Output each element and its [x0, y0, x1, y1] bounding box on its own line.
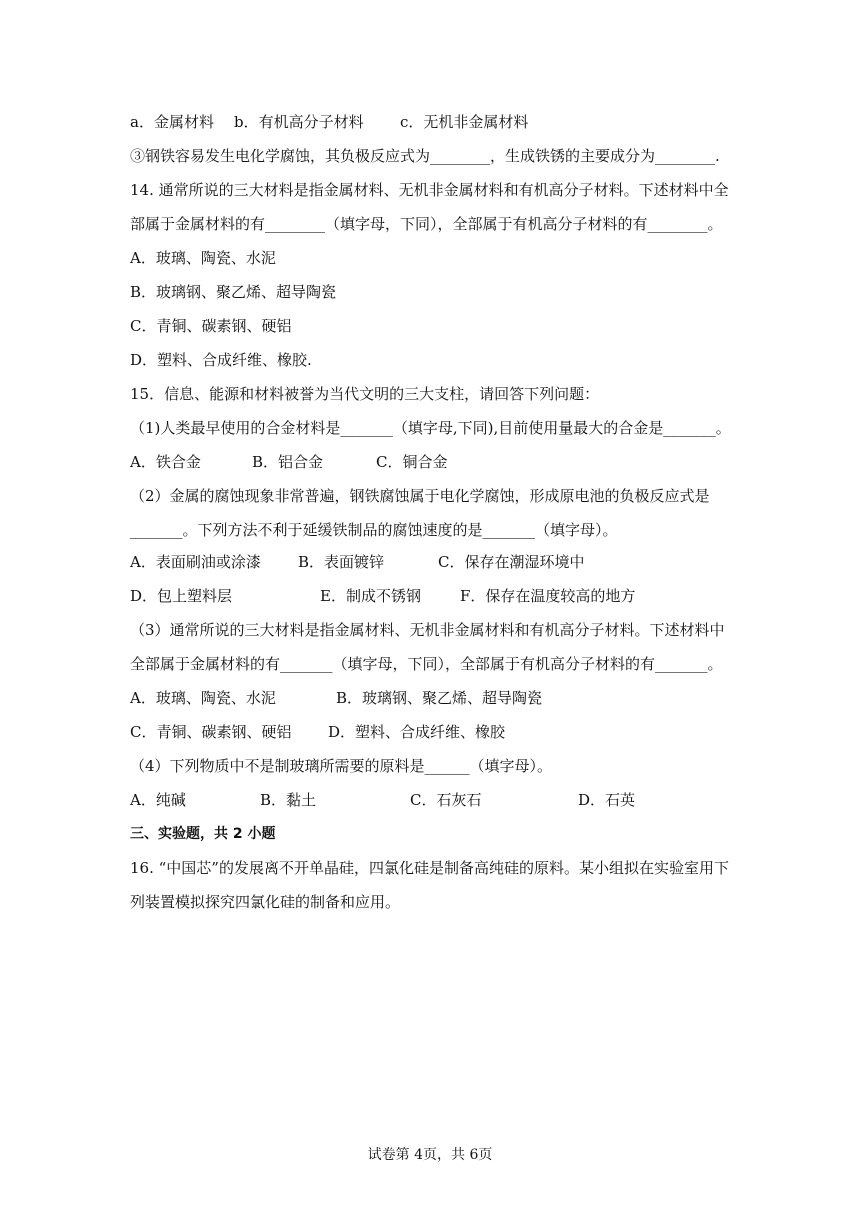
question-15-part-2-line2: _______。下列方法不利于延缓铁制品的腐蚀速度的是_______（填字母）。 [130, 521, 618, 539]
option-d: D．塑料、合成纤维、橡胶 [328, 723, 506, 741]
option-a: A．铁合金 [130, 453, 201, 471]
option-a: A．表面刷油或涂漆 [130, 553, 261, 571]
question-14-option-b: B．玻璃钢、聚乙烯、超导陶瓷 [130, 283, 337, 301]
option-a: a．金属材料 [130, 113, 214, 131]
question-14-stem-line2: 部属于金属材料的有________（填字母，下同），全部属于有机高分子材料的有________。 [130, 215, 723, 233]
section-heading-experiments: 三、实验题，共 2 小题 [130, 826, 276, 842]
option-e: E．制成不锈钢 [320, 587, 421, 605]
question-15-part-4: （4）下列物质中不是制玻璃所需要的原料是______（填字母）。 [130, 757, 553, 775]
option-c: c．无机非金属材料 [400, 113, 529, 131]
option-b: b．有机高分子材料 [234, 113, 364, 131]
option-b: B．黏土 [260, 791, 317, 809]
question-14-option-a: A．玻璃、陶瓷、水泥 [130, 249, 276, 267]
page-footer: 试卷第 4页，共 6页 [367, 1147, 493, 1163]
question-14-stem-line1: 14. 通常所说的三大材料是指金属材料、无机非金属材料和有机高分子材料。下述材料中全 [130, 181, 729, 199]
question-15-stem: 15．信息、能源和材料被誉为当代文明的三大支柱，请回答下列问题： [130, 385, 600, 403]
option-c: C．铜合金 [376, 453, 448, 471]
question-15-part-3-line2: 全部属于金属材料的有_______（填字母，下同），全部属于有机高分子材料的有_______。 [130, 655, 723, 673]
question-13-part-3: ③钢铁容易发生电化学腐蚀，其负极反应式为________，生成铁锈的主要成分为________. [130, 147, 720, 165]
option-b: B．铝合金 [252, 453, 324, 471]
option-a: A．玻璃、陶瓷、水泥 [130, 689, 276, 707]
question-16-stem-line1: 16. “中国芯”的发展离不开单晶硅，四氯化硅是制备高纯硅的原料。某小组拟在实验室用下 [130, 859, 729, 877]
question-15-part-2-line1: （2）金属的腐蚀现象非常普遍，钢铁腐蚀属于电化学腐蚀，形成原电池的负极反应式是 [130, 487, 710, 505]
option-d: D．石英 [578, 791, 636, 809]
option-c: C．石灰石 [410, 791, 482, 809]
question-15-part-3-line1: （3）通常所说的三大材料是指金属材料、无机非金属材料和有机高分子材料。下述材料中 [130, 621, 725, 639]
option-d: D．包上塑料层 [130, 587, 233, 605]
option-c: C．保存在潮湿环境中 [438, 553, 585, 571]
question-16-stem-line2: 列装置模拟探究四氯化硅的制备和应用。 [130, 893, 401, 911]
question-14-option-c: C．青铜、碳素钢、硬铝 [130, 317, 292, 335]
option-b: B．玻璃钢、聚乙烯、超导陶瓷 [336, 689, 543, 707]
option-a: A．纯碱 [130, 791, 186, 809]
option-b: B．表面镀锌 [298, 553, 385, 571]
option-f: F．保存在温度较高的地方 [460, 587, 636, 605]
question-15-part-1: （1)人类最早使用的合金材料是_______（填字母,下同),目前使用量最大的合金是_______。 [130, 419, 731, 437]
option-c: C．青铜、碳素钢、硬铝 [130, 723, 292, 741]
question-14-option-d: D．塑料、合成纤维、橡胶. [130, 351, 312, 369]
